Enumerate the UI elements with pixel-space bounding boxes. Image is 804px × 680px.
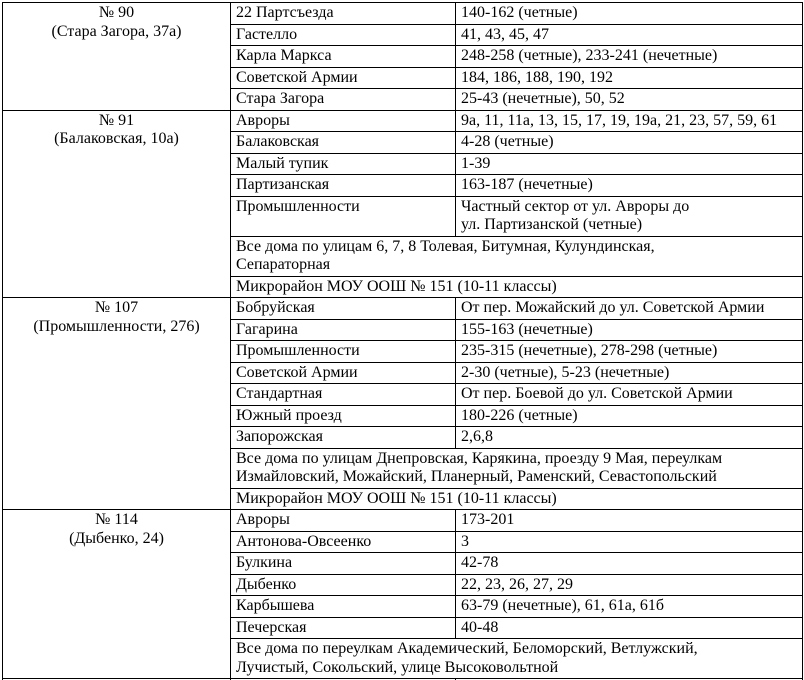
note-cell: Микрорайон МОУ ООШ № 151 (10-11 классы) xyxy=(231,276,803,298)
street-cell: Антонова-Овсеенко xyxy=(231,531,456,553)
note-cell: Все дома по улицам 6, 7, 8 Толевая, Битумная, Кулундинская, Сепараторная xyxy=(231,236,803,276)
houses-cell: 41, 43, 45, 47 xyxy=(456,24,803,46)
street-cell: Гастелло xyxy=(231,24,456,46)
houses-cell: От пер. Можайский до ул. Советской Армии xyxy=(456,298,803,320)
school-number: № 90 xyxy=(98,4,135,21)
houses-cell: Частный сектор от ул. Авроры до ул. Партизанской (четные) xyxy=(456,196,803,236)
street-cell: Карбышева xyxy=(231,596,456,618)
street-cell: Карла Маркса xyxy=(231,46,456,68)
street-cell: Малый тупик xyxy=(231,153,456,175)
houses-cell: 4-28 (четные) xyxy=(456,132,803,154)
school-cell xyxy=(3,110,231,298)
houses-cell: 155-163 (нечетные) xyxy=(456,319,803,341)
note-cell: Все дома по переулкам Академический, Беломорский, Ветлужский, Лучистый, Сокольский, улице Высоковольтной xyxy=(231,639,803,679)
street-cell: Авроры xyxy=(231,110,456,132)
street-cell: Советской Армии xyxy=(231,362,456,384)
street-cell: Бобруйская xyxy=(231,298,456,320)
school-address: (Балаковская, 10а) xyxy=(54,130,179,147)
houses-cell: 235-315 (нечетные), 278-298 (четные) xyxy=(456,341,803,363)
street-row xyxy=(3,3,803,25)
houses-cell: 173-201 xyxy=(456,510,803,532)
note-cell: Микрорайон МОУ ООШ № 151 (10-11 классы) xyxy=(231,488,803,510)
street-cell: Промышленности xyxy=(231,341,456,363)
houses-cell: 180-226 (четные) xyxy=(456,405,803,427)
houses-cell: 163-187 (нечетные) xyxy=(456,175,803,197)
school-cell xyxy=(3,510,231,679)
houses-cell: 184, 186, 188, 190, 192 xyxy=(456,67,803,89)
houses-cell: 25-43 (нечетные), 50, 52 xyxy=(456,89,803,111)
houses-cell: 248-258 (четные), 233-241 (нечетные) xyxy=(456,46,803,68)
street-row xyxy=(3,298,803,320)
houses-cell: От пер. Боевой до ул. Советской Армии xyxy=(456,384,803,406)
houses-cell: 40-48 xyxy=(456,617,803,639)
houses-cell: 9а, 11, 11а, 13, 15, 17, 19, 19а, 21, 23, 57, 59, 61 xyxy=(456,110,803,132)
street-cell: Гагарина xyxy=(231,319,456,341)
street-cell: Партизанская xyxy=(231,175,456,197)
street-cell: Дыбенко xyxy=(231,574,456,596)
street-cell: Промышленности xyxy=(231,196,456,236)
school-cell xyxy=(3,298,231,510)
school-number: № 114 xyxy=(95,511,138,528)
houses-cell: 42-78 xyxy=(456,553,803,575)
school-address: (Промышленности, 276) xyxy=(33,317,200,335)
houses-cell: 2,6,8 xyxy=(456,427,803,449)
street-row xyxy=(3,510,803,532)
street-cell: 22 Партсъезда xyxy=(231,3,456,25)
street-cell: Советской Армии xyxy=(231,67,456,89)
street-cell: Стара Загора xyxy=(231,89,456,111)
houses-cell: 140-162 (четные) xyxy=(456,3,803,25)
street-row xyxy=(3,110,803,132)
street-cell: Булкина xyxy=(231,553,456,575)
street-cell: Авроры xyxy=(231,510,456,532)
note-cell: Все дома по улицам Днепровская, Карякина, проезду 9 Мая, переулкам Измайловский, Можайский, Планерный, Раменский, Севастопольский xyxy=(231,448,803,488)
school-address: (Дыбенко, 24) xyxy=(69,529,164,547)
houses-cell: 1-39 xyxy=(456,153,803,175)
street-cell: Печерская xyxy=(231,617,456,639)
school-number: № 107 xyxy=(94,299,139,316)
school-address: (Стара Загора, 37а) xyxy=(51,22,182,40)
houses-cell: 63-79 (нечетные), 61, 61а, 61б xyxy=(456,596,803,618)
school-districts-table xyxy=(2,2,803,680)
table-body xyxy=(3,3,803,680)
street-cell: Южный проезд xyxy=(231,405,456,427)
school-number: № 91 xyxy=(98,111,135,129)
school-cell xyxy=(3,3,231,111)
houses-cell: 3 xyxy=(456,531,803,553)
street-cell: Запорожская xyxy=(231,427,456,449)
street-cell: Балаковская xyxy=(231,132,456,154)
houses-cell: 2-30 (четные), 5-23 (нечетные) xyxy=(456,362,803,384)
houses-cell: 22, 23, 26, 27, 29 xyxy=(456,574,803,596)
street-cell: Стандартная xyxy=(231,384,456,406)
